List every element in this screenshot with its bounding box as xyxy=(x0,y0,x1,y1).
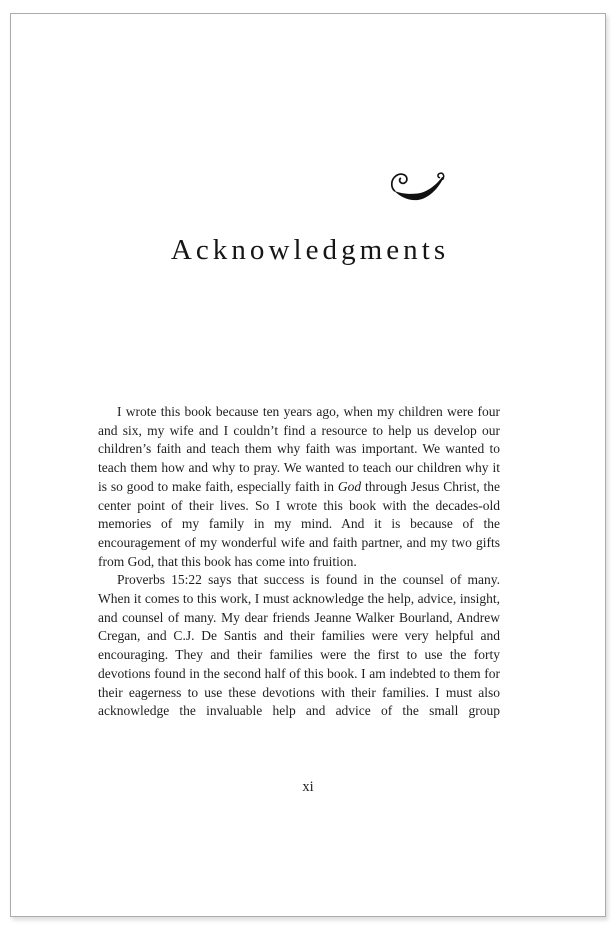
chapter-title: Acknowledgments xyxy=(170,234,450,266)
text-segment: I wrote this book because ten years ago, when my children were four and six, my wife and I couldn’t find a resource to help us develop our children’s faith and teach them why faith was important. We wanted to teach them how and why to pray. We wanted to teach our children why it is so good to make faith, especially faith in xyxy=(98,404,500,494)
book-page xyxy=(10,13,606,917)
page-number: xi xyxy=(302,779,314,795)
body-text xyxy=(98,403,500,721)
italic-text: God xyxy=(337,478,362,494)
text-segment: Proverbs 15:22 says that success is found in the counsel of many. When it comes to this work, I must acknowledge the help, advice, insight, and counsel of many. My dear friends Jeanne Walker Bourland, Andrew Cregan, and C.J. De Santis and their families were very helpful and encouraging. They and their families were the first to use the forty devotions found in the second half of this book. I am indebted to them for their eagerness to use these devotions with their families. I must also acknowledge the invaluable help and advice of the small group xyxy=(98,572,500,719)
paragraph xyxy=(98,403,500,571)
swash-ornament-icon xyxy=(389,169,447,207)
paragraph xyxy=(98,571,500,721)
text-segment: through Jesus Christ, the center point of their lives. So I wrote this book with the decades-old memories of my family in my mind. And it is because of the encouragement of my wonderful wife and faith partner, and my two gifts from God, that this book has come into fruition. xyxy=(98,478,501,569)
